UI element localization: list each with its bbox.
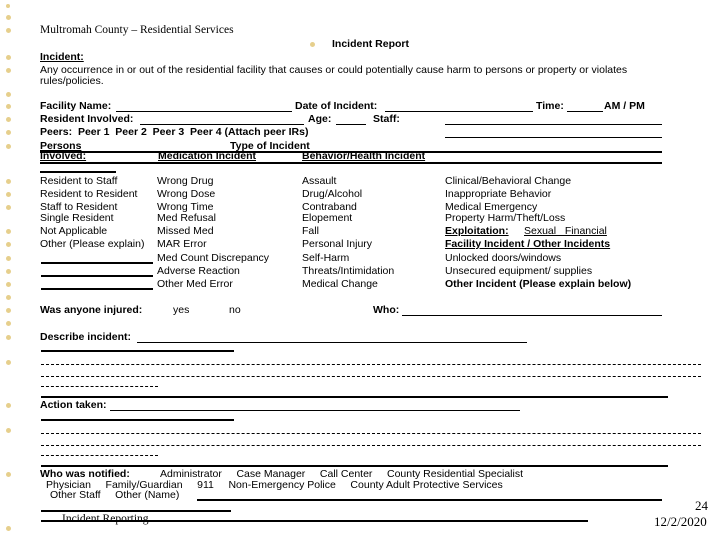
bullet-icon [6, 472, 11, 477]
exploitation-label: Exploitation: [445, 225, 509, 237]
option-contraband[interactable]: Contraband [302, 201, 357, 213]
persons-header: Persons [40, 140, 82, 152]
action-line[interactable] [41, 419, 234, 421]
injured-no[interactable]: no [229, 304, 241, 316]
option-personal-injury[interactable]: Personal Injury [302, 238, 373, 250]
bullet-icon [6, 229, 11, 234]
age-label: Age: [308, 113, 332, 125]
describe-line[interactable] [41, 396, 668, 398]
option-resident-to-resident[interactable]: Resident to Resident [40, 188, 138, 200]
bullet-icon [6, 321, 11, 326]
staff-label: Staff: [373, 113, 400, 125]
bullet-icon [6, 428, 11, 433]
table-header-rule [40, 162, 662, 164]
who-field[interactable] [402, 315, 662, 316]
footer-title: Incident Reporting [62, 513, 149, 525]
bullet-icon [6, 295, 11, 300]
bullet-icon [6, 28, 11, 33]
describe-incident-field[interactable] [137, 342, 527, 343]
page-title: Incident Report [332, 38, 410, 50]
footer-line [41, 520, 588, 522]
option-unsecured-equipment[interactable]: Unsecured equipment/ supplies [445, 265, 593, 277]
action-line[interactable] [41, 455, 158, 456]
option-medical-change[interactable]: Medical Change [302, 278, 378, 290]
other-explain-field[interactable] [41, 288, 153, 290]
facility-name-field[interactable] [116, 111, 292, 112]
other-explain-field[interactable] [41, 275, 153, 277]
bullet-icon [6, 92, 11, 97]
behavior-health-header: Behavior/Health Incident [302, 150, 426, 162]
bullet-icon [6, 526, 11, 531]
notified-line[interactable] [41, 510, 231, 512]
action-taken-label: Action taken: [40, 399, 107, 411]
option-med-refusal[interactable]: Med Refusal [157, 212, 216, 224]
notified-options-row1[interactable]: Administrator Case Manager Call Center County Residential Specialist [160, 468, 523, 480]
date-of-incident-label: Date of Incident: [295, 100, 378, 112]
staff-field[interactable] [445, 124, 662, 125]
type-of-incident-header: Type of Incident [230, 140, 310, 152]
who-label: Who: [373, 304, 400, 316]
option-drug-alcohol[interactable]: Drug/Alcohol [302, 188, 363, 200]
bullet-icon [6, 282, 11, 287]
action-line[interactable] [41, 465, 668, 467]
option-medical-emergency[interactable]: Medical Emergency [445, 201, 538, 213]
bullet-icon [6, 68, 11, 73]
facility-incident-label: Facility Incident / Other Incidents [445, 238, 611, 250]
option-staff-to-resident[interactable]: Staff to Resident [40, 201, 118, 213]
option-missed-med[interactable]: Missed Med [157, 225, 214, 237]
option-wrong-time[interactable]: Wrong Time [157, 201, 214, 213]
option-other-med-error[interactable]: Other Med Error [157, 278, 233, 290]
option-wrong-dose[interactable]: Wrong Dose [157, 188, 216, 200]
option-elopement[interactable]: Elopement [302, 212, 353, 224]
incident-definition-line2: rules/policies. [40, 75, 104, 87]
describe-line[interactable] [41, 364, 701, 365]
bullet-icon [6, 192, 11, 197]
option-assault[interactable]: Assault [302, 175, 337, 187]
describe-incident-label: Describe incident: [40, 331, 132, 343]
option-property-harm[interactable]: Property Harm/Theft/Loss [445, 212, 566, 224]
action-taken-field[interactable] [110, 410, 520, 411]
option-med-count-discrepancy[interactable]: Med Count Discrepancy [157, 252, 270, 264]
notified-label: Who was notified: [40, 468, 130, 480]
describe-line[interactable] [41, 386, 158, 387]
notified-options-row2[interactable]: Physician Family/Guardian 911 Non-Emergency Police County Adult Protective Services [46, 479, 503, 491]
incident-definition-line1: Any occurrence in or out of the residential facility that causes or could potentially cause harm to persons or property or violates [40, 64, 628, 76]
facility-name-label: Facility Name: [40, 100, 112, 112]
time-label: Time: [536, 100, 564, 112]
bullet-icon [6, 403, 11, 408]
table-rule [40, 171, 116, 173]
option-self-harm[interactable]: Self-Harm [302, 252, 350, 264]
option-fall[interactable]: Fall [302, 225, 319, 237]
action-line[interactable] [41, 433, 701, 434]
injured-yes[interactable]: yes [173, 304, 190, 316]
time-field[interactable] [567, 111, 603, 112]
bullet-icon [6, 308, 11, 313]
action-line[interactable] [41, 445, 701, 446]
bullet-icon [6, 130, 11, 135]
peers-field[interactable] [445, 137, 662, 138]
option-threats-intimidation[interactable]: Threats/Intimidation [302, 265, 395, 277]
bullet-icon [6, 55, 11, 60]
other-explain-field[interactable] [41, 262, 153, 264]
option-clinical-behavioral-change[interactable]: Clinical/Behavioral Change [445, 175, 572, 187]
peers-label: Peers: Peer 1 Peer 2 Peer 3 Peer 4 (Attach peer IRs) [40, 126, 309, 138]
bullet-icon [6, 269, 11, 274]
describe-line[interactable] [41, 376, 701, 377]
bullet-icon [6, 4, 10, 8]
option-inappropriate-behavior[interactable]: Inappropriate Behavior [445, 188, 552, 200]
option-exploitation[interactable]: Sexual Financial [524, 225, 607, 237]
option-resident-to-staff[interactable]: Resident to Staff [40, 175, 118, 187]
bullet-icon [6, 360, 11, 365]
am-pm-label[interactable]: AM / PM [604, 100, 645, 112]
date-of-incident-field[interactable] [385, 111, 533, 112]
resident-involved-field[interactable] [140, 124, 304, 125]
bullet-icon [6, 242, 11, 247]
option-not-applicable[interactable]: Not Applicable [40, 225, 108, 237]
resident-involved-label: Resident Involved: [40, 113, 134, 125]
bullet-icon [6, 179, 11, 184]
organization-name: Multromah County – Residential Services [40, 24, 234, 36]
option-single-resident[interactable]: Single Resident [40, 212, 114, 224]
option-other-incident[interactable]: Other Incident (Please explain below) [445, 278, 632, 290]
option-mar-error[interactable]: MAR Error [157, 238, 207, 250]
option-wrong-drug[interactable]: Wrong Drug [157, 175, 214, 187]
medication-incident-header: Medication Incident [158, 150, 257, 162]
page-number: 24 [695, 498, 708, 513]
bullet-icon [6, 256, 11, 261]
bullet-icon [6, 104, 11, 109]
option-other-explain[interactable]: Other (Please explain) [40, 238, 145, 250]
option-unlocked-doors[interactable]: Unlocked doors/windows [445, 252, 562, 264]
bullet-icon [6, 205, 11, 210]
describe-line[interactable] [41, 350, 234, 352]
age-field[interactable] [336, 124, 366, 125]
bullet-icon [310, 42, 315, 47]
bullet-icon [6, 144, 11, 149]
option-adverse-reaction[interactable]: Adverse Reaction [157, 265, 240, 277]
other-name-field[interactable] [197, 499, 662, 501]
notified-options-row3[interactable]: Other Staff Other (Name) [50, 489, 180, 501]
bullet-icon [6, 117, 11, 122]
involved-header: Involved: [40, 150, 87, 162]
injured-label: Was anyone injured: [40, 304, 143, 316]
incident-heading: Incident: [40, 51, 84, 63]
bullet-icon [6, 15, 11, 20]
bullet-icon [6, 335, 11, 340]
footer-date: 12/2/2020 [654, 514, 707, 529]
